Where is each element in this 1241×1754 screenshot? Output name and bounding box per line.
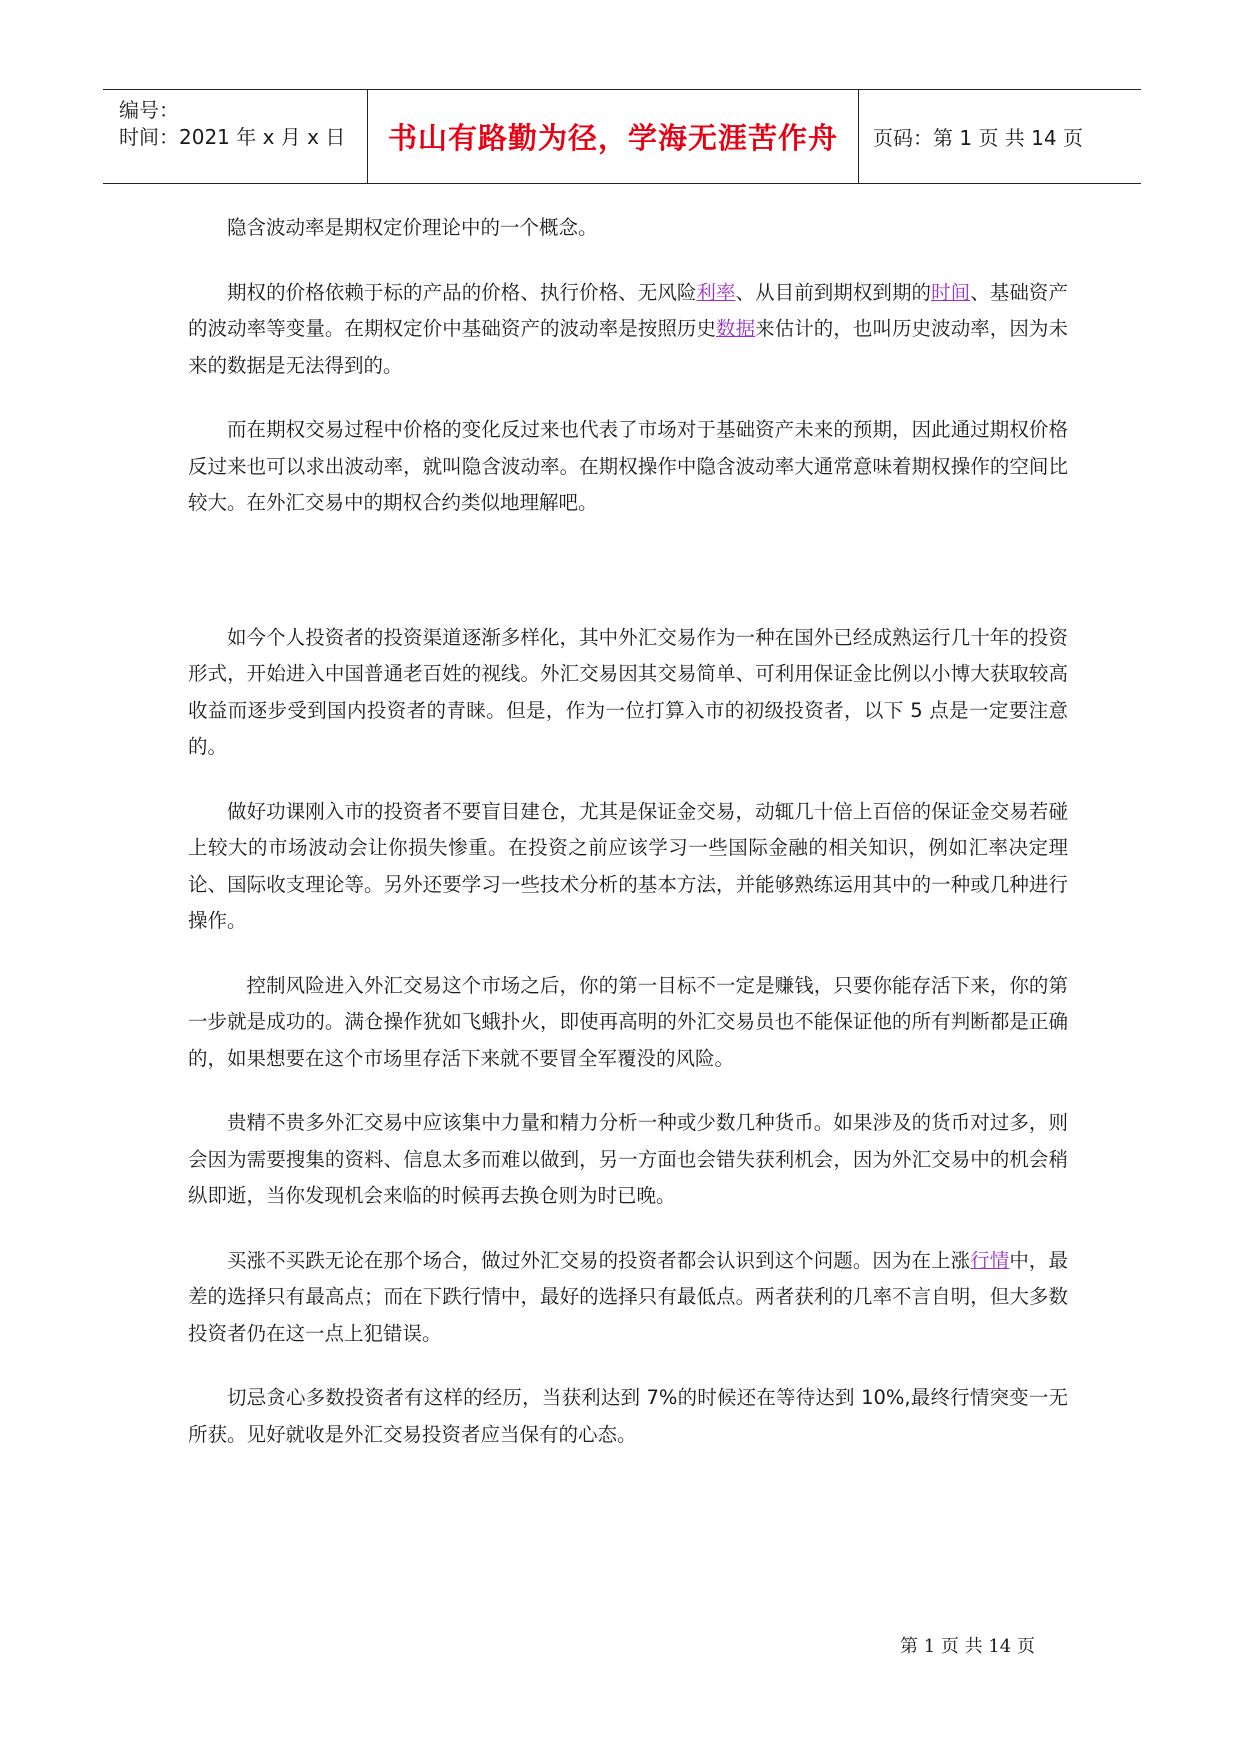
- paragraph: 贵精不贵多外汇交易中应该集中力量和精力分析一种或少数几种货币。如果涉及的货币对过多，则会因为需要搜集的资料、信息太多而难以做到，另一方面也会错失获利机会，因为外汇交易中的机会稍纵即逝，当你发现机会来临的时候再去换仓则为时已晚。: [188, 1111, 1068, 1207]
- paragraph: [188, 275, 1068, 385]
- link-data[interactable]: 数据: [716, 317, 756, 340]
- paragraph: 做好功课刚入市的投资者不要盲目建仓，尤其是保证金交易，动辄几十倍上百倍的保证金交易若碰上较大的市场波动会让你损失惨重。在投资之前应该学习一些国际金融的相关知识，例如汇率决定理论、国际收支理论等。另外还要学习一些技术分析的基本方法，并能够熟练运用其中的一种或几种进行操作。: [188, 799, 1068, 932]
- paragraph: 而在期权交易过程中价格的变化反过来也代表了市场对于基础资产未来的预期，因此通过期权价格反过来也可以求出波动率，就叫隐含波动率。在期权操作中隐含波动率大通常意味着期权操作的空间比较大。在外汇交易中的期权合约类似地理解吧。: [188, 418, 1068, 514]
- number-run: 5: [910, 698, 923, 722]
- number-run: 10%,: [861, 1386, 911, 1409]
- text-run: 中，最差的选择只有最高点；而在下跌行情中，最好的选择只有最低点。两者获利的几率不言自明，但大多数投资者仍在这一点上犯错误。: [188, 1248, 1068, 1345]
- document-body: [188, 210, 1068, 1481]
- text-run: 切忌贪心多数投资者有这样的经历，当获利达到: [227, 1386, 647, 1409]
- link-market-quote[interactable]: 行情: [970, 1248, 1010, 1272]
- header-page-number: 页码：第 1 页 共 14 页: [873, 126, 1083, 150]
- header-motto: 书山有路勤为径，学海无涯苦作舟: [368, 90, 859, 183]
- paragraph: 隐含波动率是期权定价理论中的一个概念。: [227, 216, 598, 239]
- document-date-label: 时间：2021 年 x 月 x 日: [119, 125, 346, 149]
- paragraph: [188, 1243, 1068, 1353]
- document-number-label: 编号：: [119, 98, 179, 122]
- blank-space: [188, 550, 1068, 620]
- text-run: 期权的价格依赖于标的产品的价格、执行价格、无风险: [227, 280, 697, 304]
- text-run: 来估计的，也叫历史波动率，因为未来的数据是无法得到的。: [188, 317, 1068, 377]
- paragraph: 控制风险进入外汇交易这个市场之后，你的第一目标不一定是赚钱，只要你能存活下来，你的第一步就是成功的。满仓操作犹如飞蛾扑火，即使再高明的外汇交易员也不能保证他的所有判断都是正确的，如果想要在这个市场里存活下来就不要冒全军覆没的风险。: [188, 973, 1068, 1070]
- text-run: 最终行情突变一无所获。见好就收是外汇交易投资者应当保有的心态。: [188, 1386, 1068, 1446]
- paragraph: [188, 1380, 1068, 1453]
- header-info-cell: [103, 90, 368, 183]
- link-interest-rate[interactable]: 利率: [696, 280, 736, 304]
- text-run: 、基础资产的波动率等变量。在期权定价中基础资产的波动率是按照历史: [188, 280, 1068, 340]
- text-run: 的时候还在等待达到: [677, 1386, 862, 1409]
- link-time[interactable]: 时间: [931, 280, 971, 304]
- text-run: 、从目前到期权到期的: [735, 280, 932, 304]
- number-run: 7%: [646, 1386, 678, 1409]
- text-run: 点是一定要注意的。: [188, 698, 1068, 758]
- page-footer: 第 1 页 共 14 页: [900, 1636, 1035, 1657]
- text-run: 如今个人投资者的投资渠道逐渐多样化，其中外汇交易作为一种在国外已经成熟运行几十年的投资形式，开始进入中国普通老百姓的视线。外汇交易因其交易简单、可利用保证金比例以小博大获取较高收益而逐步受到国内投资者的青睐。但是，作为一位打算入市的初级投资者，以下: [188, 625, 1068, 722]
- paragraph: [188, 620, 1068, 766]
- text-run: 买涨不买跌无论在那个场合，做过外汇交易的投资者都会认识到这个问题。因为在上涨: [227, 1248, 971, 1272]
- document-header: [103, 89, 1141, 184]
